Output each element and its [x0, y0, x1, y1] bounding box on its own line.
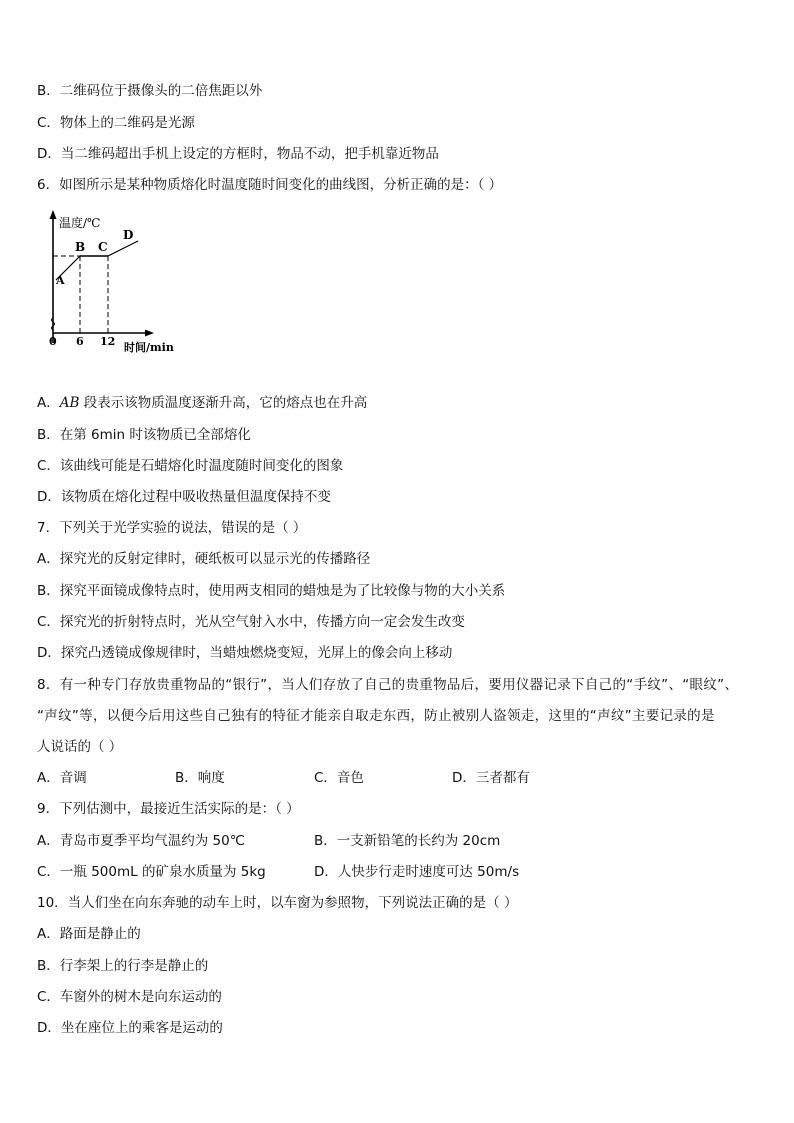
q10-stem: 10．当人们坐在向东奔驰的动车上时，以车窗为参照物，下列说法正确的是（ ）: [37, 895, 518, 911]
q6-stem: 6．如图所示是某种物质熔化时温度随时间变化的曲线图，分析正确的是：（ ）: [37, 177, 503, 193]
y-axis-arrow: [50, 210, 57, 219]
q8-option-c: C．音色: [314, 770, 364, 786]
segment-cd: [108, 241, 138, 256]
q8-stem-line3: 人说话的（ ）: [37, 739, 123, 755]
x-tick-6: 6: [76, 335, 84, 348]
q8-option-b: B．响度: [175, 770, 225, 786]
melting-curve-graph: [40, 208, 190, 358]
point-a-label: A: [56, 274, 65, 287]
q10-option-d: D．坐在座位上的乘客是运动的: [37, 1020, 223, 1036]
y-axis-label: 温度/℃: [59, 216, 101, 230]
q10-option-b: B．行李架上的行李是静止的: [37, 958, 209, 974]
q6-option-d: D．该物质在熔化过程中吸收热量但温度保持不变: [37, 489, 331, 505]
q9-option-a: A．青岛市夏季平均气温约为 50℃: [37, 833, 245, 849]
q6a-segment-ab: AB: [59, 395, 80, 411]
q5-option-d: D．当二维码超出手机上设定的方框时，物品不动，把手机靠近物品: [37, 146, 439, 162]
q9-stem: 9．下列估测中，最接近生活实际的是：（ ）: [37, 801, 300, 817]
q8-stem-line1: 8．有一种专门存放贵重物品的“银行”，当人们存放了自己的贵重物品后，要用仪器记录下自己的“手纹”、“眼纹”、: [37, 677, 739, 693]
q10-option-a: A．路面是静止的: [37, 926, 141, 942]
q6-option-a: [37, 394, 367, 412]
origin-label: 0: [49, 335, 57, 348]
q5-option-b: B．二维码位于摄像头的二倍焦距以外: [37, 83, 263, 99]
point-d-label: D: [123, 228, 134, 242]
q9-option-b: B．一支新铅笔的长约为 20cm: [314, 833, 501, 849]
x-axis-label: 时间/min: [124, 341, 174, 354]
point-c-label: C: [98, 240, 108, 254]
q8-option-d: D．三者都有: [452, 770, 530, 786]
q7-option-a: A．探究光的反射定律时，硬纸板可以显示光的传播路径: [37, 551, 371, 567]
q6a-prefix: A．: [37, 395, 60, 411]
q6-option-b: B．在第 6min 时该物质已全部熔化: [37, 427, 251, 443]
q10-option-c: C．车窗外的树木是向东运动的: [37, 989, 222, 1005]
q9-option-c: C．一瓶 500mL 的矿泉水质量为 5kg: [37, 864, 266, 880]
q7-stem: 7．下列关于光学实验的说法，错误的是（ ）: [37, 520, 307, 536]
q7-option-c: C．探究光的折射特点时，光从空气射入水中，传播方向一定会发生改变: [37, 614, 465, 630]
q8-option-a: A．音调: [37, 770, 87, 786]
q6a-rest: 段表示该物质温度逐渐升高，它的熔点也在升高: [79, 395, 368, 411]
q8-stem-line2: “声纹”等，以便今后用这些自己独有的特征才能亲自取走东西，防止被别人盗领走，这里的“声纹”主要记录的是: [37, 708, 715, 724]
point-b-label: B: [75, 240, 86, 254]
x-tick-12: 12: [100, 335, 116, 348]
q7-option-d: D．探究凸透镜成像规律时，当蜡烛燃烧变短，光屏上的像会向上移动: [37, 645, 453, 661]
q9-option-d: D．人快步行走时速度可达 50m/s: [314, 864, 520, 880]
q5-option-c: C．物体上的二维码是光源: [37, 115, 195, 131]
q6-option-c: C．该曲线可能是石蜡熔化时温度随时间变化的图象: [37, 458, 344, 474]
x-axis-arrow: [145, 330, 154, 337]
q7-option-b: B．探究平面镜成像特点时，使用两支相同的蜡烛是为了比较像与物的大小关系: [37, 583, 506, 599]
